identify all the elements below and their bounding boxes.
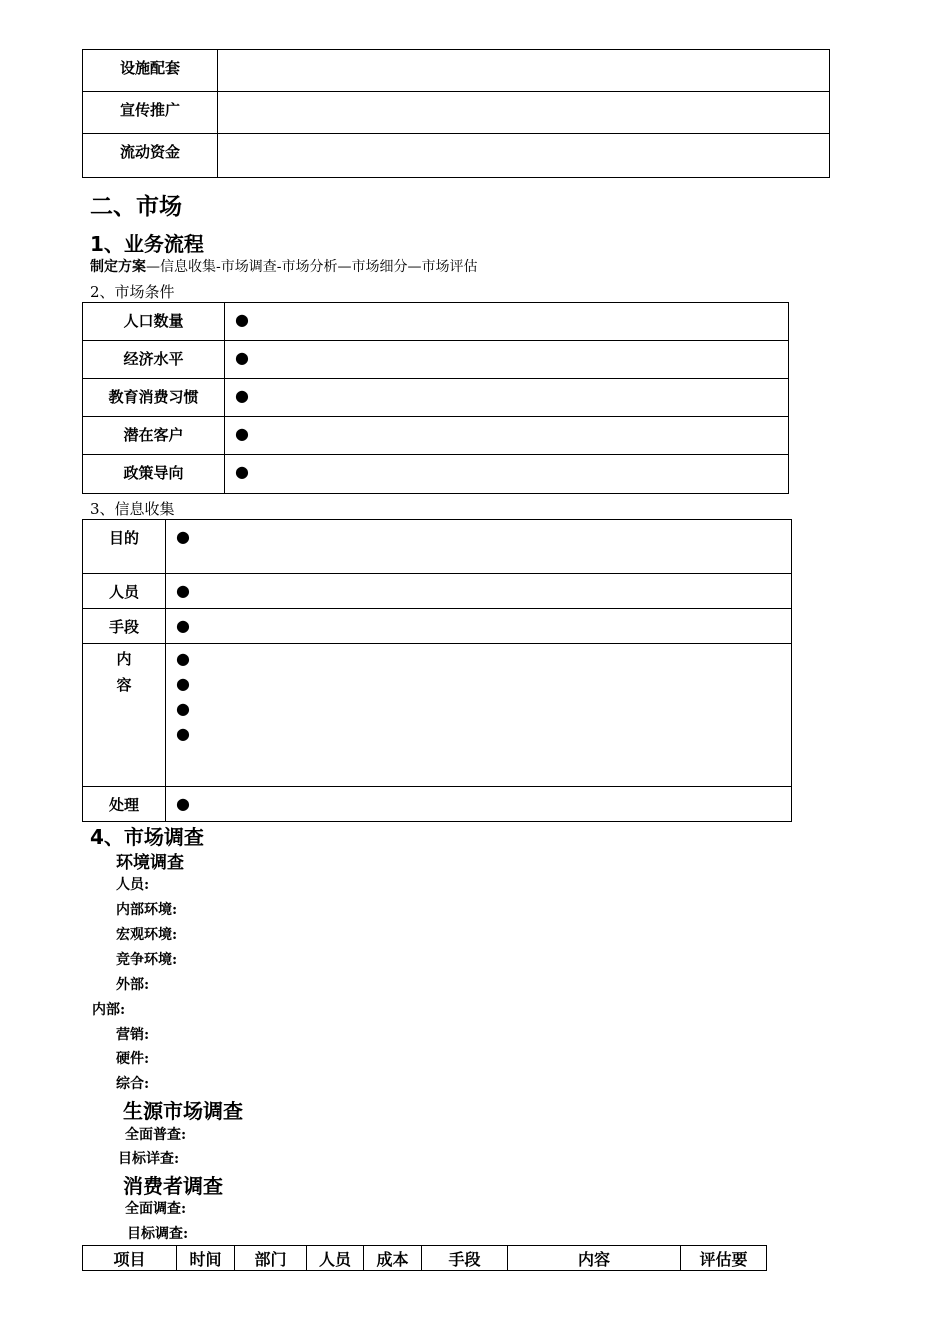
env-item: 宏观环境:	[116, 927, 178, 943]
info-label: 手段	[83, 609, 166, 644]
env-inner-item: 营销:	[116, 1027, 150, 1043]
consumer-item: 全面调查:	[125, 1201, 187, 1217]
business-flow-title: 1、业务流程	[90, 232, 204, 256]
env-inner-item: 硬件:	[116, 1051, 150, 1067]
bullet: ●	[176, 699, 190, 718]
condition-label: 经济水平	[83, 341, 225, 379]
row-value	[218, 50, 830, 92]
section-title: 二、市场	[90, 194, 182, 220]
env-inner-item: 综合:	[116, 1076, 150, 1092]
bullet: ●	[176, 581, 190, 600]
header-cell: 内容	[508, 1246, 681, 1271]
header-cell: 项目	[83, 1246, 177, 1271]
market-conditions-title: 2、市场条件	[90, 283, 175, 301]
env-item: 竞争环境:	[116, 952, 178, 968]
condition-label: 人口数量	[83, 303, 225, 341]
info-collection-table	[82, 519, 792, 822]
market-survey-title: 4、市场调查	[90, 825, 204, 849]
business-flow-text	[90, 256, 477, 276]
bullet: ●	[176, 527, 190, 546]
row-value	[218, 92, 830, 134]
consumer-survey-title: 消费者调查	[123, 1174, 223, 1198]
info-label: 人员	[83, 574, 166, 609]
info-label-content: 内 容	[83, 644, 166, 787]
source-survey-title: 生源市场调查	[123, 1099, 243, 1123]
row-value	[218, 134, 830, 178]
bullet: ●	[235, 310, 249, 329]
info-label: 目的	[83, 520, 166, 574]
market-conditions-table	[82, 302, 789, 494]
header-cell: 时间	[177, 1246, 235, 1271]
header-cell: 手段	[422, 1246, 508, 1271]
source-item: 全面普查:	[125, 1127, 187, 1143]
condition-label: 潜在客户	[83, 417, 225, 455]
header-cell: 成本	[364, 1246, 422, 1271]
bullet: ●	[235, 424, 249, 443]
header-cell: 人员	[307, 1246, 364, 1271]
flow-bold: 制定方案	[90, 259, 146, 275]
bullet: ●	[176, 616, 190, 635]
bullet: ●	[235, 386, 249, 405]
info-label: 处理	[83, 787, 166, 822]
info-collection-title: 3、信息收集	[90, 500, 175, 518]
bullet: ●	[176, 674, 190, 693]
env-item: 人员:	[116, 877, 150, 893]
condition-label: 政策导向	[83, 455, 225, 494]
consumer-item: 目标调查:	[127, 1226, 189, 1242]
env-survey-title: 环境调查	[116, 853, 184, 873]
bullet: ●	[235, 462, 249, 481]
env-inner-label: 内部:	[92, 1002, 126, 1018]
env-item: 外部:	[116, 977, 150, 993]
flow-rest: —信息收集-市场调查-市场分析—市场细分—市场评估	[146, 259, 478, 275]
header-cell: 评估要	[681, 1246, 767, 1271]
bullet: ●	[176, 649, 190, 668]
row-label: 流动资金	[83, 134, 218, 178]
facilities-table	[82, 49, 830, 178]
bullet: ●	[176, 724, 190, 743]
bullet: ●	[235, 348, 249, 367]
condition-label: 教育消费习惯	[83, 379, 225, 417]
survey-plan-table	[82, 1245, 767, 1271]
row-label: 宣传推广	[83, 92, 218, 134]
row-label: 设施配套	[83, 50, 218, 92]
bullet: ●	[176, 794, 190, 813]
env-item: 内部环境:	[116, 902, 178, 918]
header-cell: 部门	[235, 1246, 307, 1271]
source-item: 目标详查:	[118, 1151, 180, 1167]
